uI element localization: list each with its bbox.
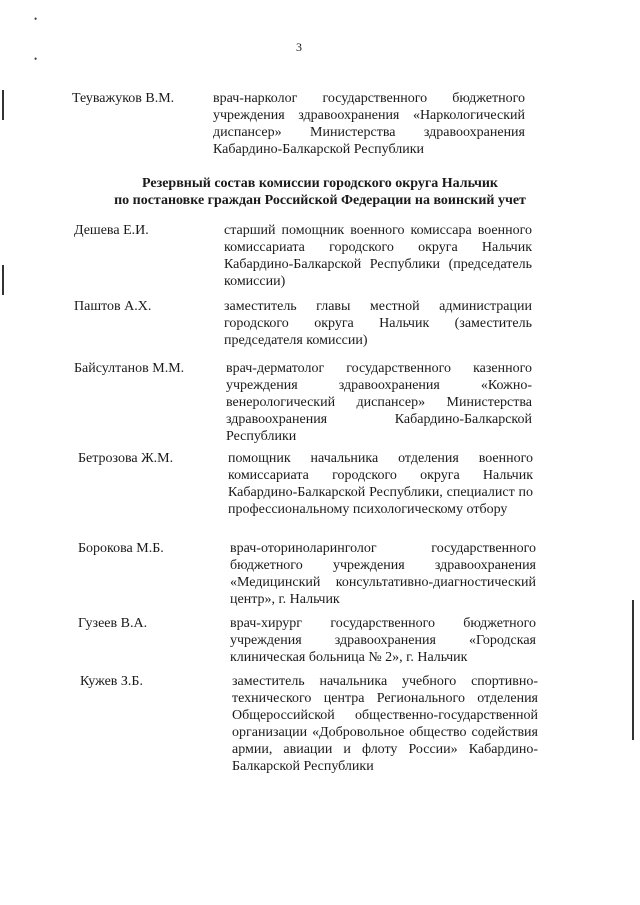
member-name: Борокова М.Б. (78, 541, 164, 556)
section-heading (70, 175, 570, 209)
member-role: врач-дерматолог государственного казенного учреждения здравоохранения «Кожно-венерологический диспансер» Министерства здравоохранения Кабардино-Балкарской Республики (226, 361, 532, 444)
member-role: помощник начальника отделения военного комиссариата городского округа Нальчик Кабардино-Балкарской Республики, специалист по профессиональному психологическому отбору (228, 451, 533, 517)
member-role: врач-оториноларинголог государственного бюджетного учреждения здравоохранения «Медицинский консультативно-диагностический центр», г. Нальчик (230, 541, 536, 607)
member-name: Теуважуков В.М. (72, 91, 175, 106)
member-role: старший помощник военного комиссара военного комиссариата городского округа Нальчик Кабардино-Балкарской Республики (председатель комиссии) (224, 223, 532, 289)
member-role: заместитель главы местной администрации городского округа Нальчик (заместитель председателя комиссии) (224, 299, 532, 348)
member-name: Байсултанов М.М. (74, 361, 185, 376)
member-name: Паштов А.Х. (74, 299, 152, 314)
heading-line-2: по постановке граждан Российской Федерации на воинский учет (114, 193, 526, 208)
member-name: Дешева Е.И. (74, 223, 149, 238)
heading-line-1: Резервный состав комиссии городского округа Нальчик (142, 176, 498, 191)
scan-edge-mark (2, 90, 4, 120)
member-role: врач-хирург государственного бюджетного учреждения здравоохранения «Городская клиническая больница № 2», г. Нальчик (230, 616, 536, 665)
scan-mark: • (34, 54, 38, 64)
member-role: врач-нарколог государственного бюджетного учреждения здравоохранения «Наркологический диспансер» Министерства здравоохранения Кабардино-Балкарской Республики (213, 91, 525, 157)
member-name: Бетрозова Ж.М. (78, 451, 174, 466)
member-role: заместитель начальника учебного спортивно-технического центра Регионального отделения Общероссийской общественно-государственной организации «Добровольное общество содействия армии, авиации и флоту России» Кабардино-Балкарской Республики (232, 674, 538, 774)
page-number: 3 (296, 40, 302, 54)
scan-edge-mark (2, 265, 4, 295)
scan-edge-mark (632, 600, 634, 740)
member-name: Кужев З.Б. (80, 674, 143, 689)
member-name: Гузеев В.А. (78, 616, 148, 631)
scan-mark: • (34, 14, 38, 24)
